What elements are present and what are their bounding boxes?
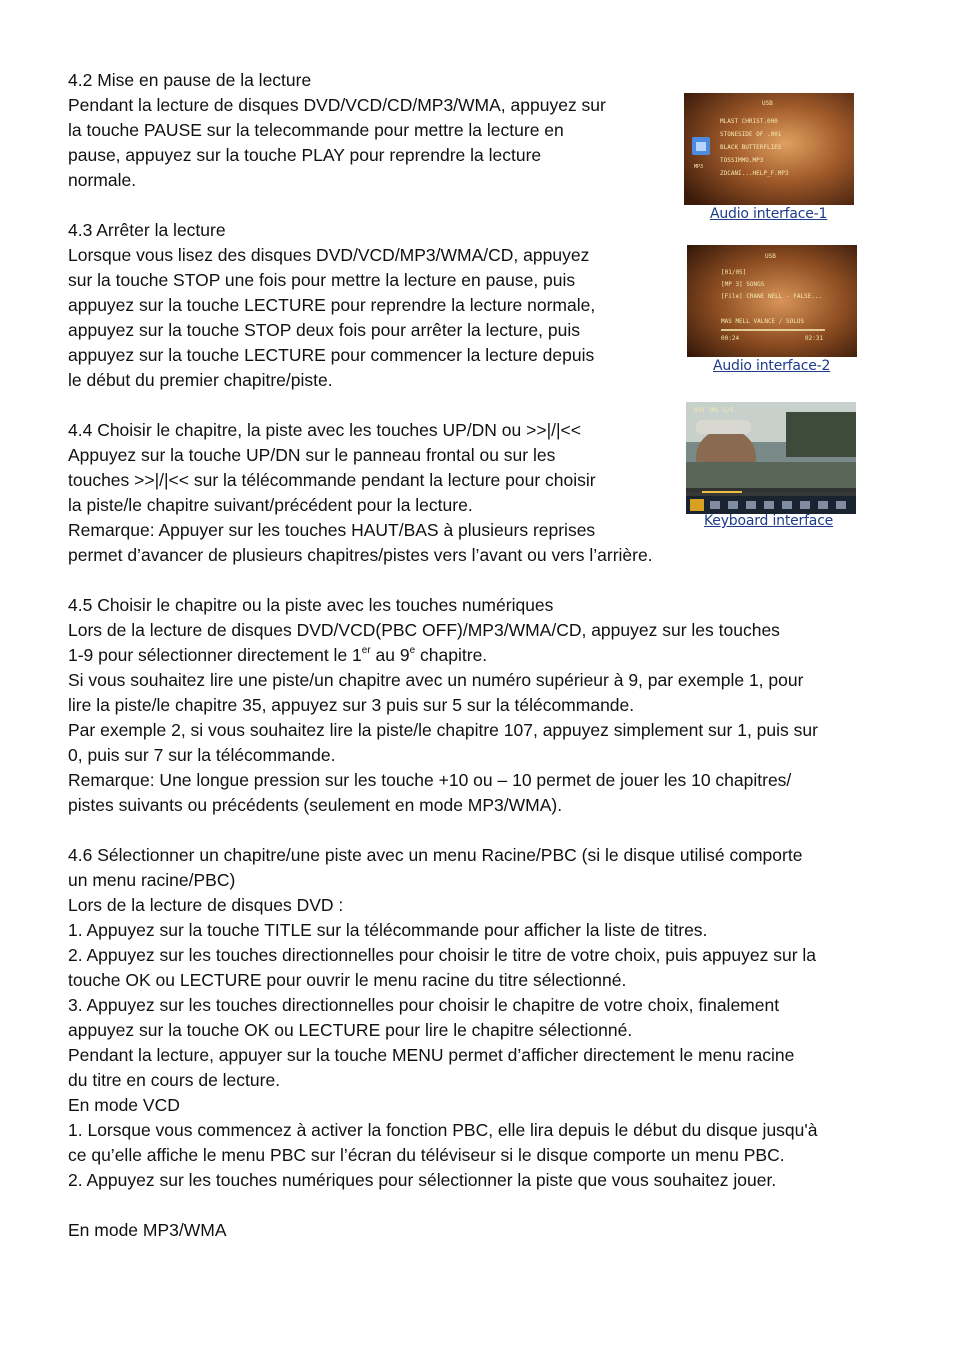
text-run: chapitre. <box>415 645 488 665</box>
screen-background <box>687 245 857 357</box>
section-4-6-text: 2. Appuyez sur les touches directionnelles pour choisir le titre de votre choix, puis appuyez sur la <box>68 945 817 965</box>
section-4-5-heading: 4.5 Choisir le chapitre ou la piste avec les touches numériques <box>68 595 554 615</box>
video-foliage <box>786 412 856 457</box>
file-item: MLAST CHRIST.000 <box>720 118 778 125</box>
section-4-3-text: le début du premier chapitre/piste. <box>68 370 333 390</box>
track-type: [MP 3] SONGS <box>721 281 765 288</box>
section-4-3-text: appuyez sur la touche LECTURE pour commencer la lecture depuis <box>68 345 595 365</box>
section-4-6-text: Pendant la lecture, appuyer sur la touche MENU permet d’afficher directement le menu racine <box>68 1045 795 1065</box>
file-item: ZOCANI...HELP_F.MP3 <box>720 170 789 177</box>
previous-icon <box>746 501 756 509</box>
section-4-3-text: sur la touche STOP une fois pour mettre la lecture en pause, puis <box>68 270 576 290</box>
section-4-3-heading: 4.3 Arrêter la lecture <box>68 220 226 240</box>
section-4-6-text: touche OK ou LECTURE pour ouvrir le menu racine du titre sélectionné. <box>68 970 627 990</box>
track-meta: MAS MELL VALNCE / SOLOS <box>721 318 805 325</box>
audio-icon <box>818 501 828 509</box>
section-4-3-text: appuyez sur la touche STOP deux fois pour arrêter la lecture, puis <box>68 320 580 340</box>
section-4-2-text: Pendant la lecture de disques DVD/VCD/CD/MP3/WMA, appuyez sur <box>68 95 606 115</box>
section-4-5-text: Par exemple 2, si vous souhaitez lire la piste/le chapitre 107, appuyez simplement sur 1, puis sur <box>68 720 818 740</box>
time-total: 02:31 <box>805 335 824 342</box>
section-4-4-text: Remarque: Appuyer sur les touches HAUT/BAS à plusieurs reprises <box>68 520 596 540</box>
timeline-progress <box>702 491 742 493</box>
superscript: e <box>409 645 416 656</box>
stop-icon <box>728 501 738 509</box>
section-4-4-text: Appuyez sur la touche UP/DN sur le panneau frontal ou sur les <box>68 445 556 465</box>
track-file: [File] CRANE NELL - FALSE... <box>721 293 823 300</box>
section-4-6-text: Lors de la lecture de disques DVD : <box>68 895 344 915</box>
section-4-6-text: 2. Appuyez sur les touches numériques pour sélectionner la piste que vous souhaitez jouer. <box>68 1170 777 1190</box>
section-4-5-text: lire la piste/le chapitre 35, appuyez sur 3 puis sur 5 sur la télécommande. <box>68 695 635 715</box>
keyboard-interface-screenshot <box>686 402 856 514</box>
section-4-6-heading: 4.6 Sélectionner un chapitre/une piste avec un menu Racine/PBC (si le disque utilisé comporte <box>68 845 803 865</box>
section-4-2-text: normale. <box>68 170 137 190</box>
mp3-label: MP3 <box>694 164 704 170</box>
audio-interface-2-caption: Audio interface-2 <box>713 358 831 374</box>
section-4-6-text: 3. Appuyez sur les touches directionnelles pour choisir le chapitre de votre choix, finalement <box>68 995 780 1015</box>
section-4-6-subheading: En mode VCD <box>68 1095 180 1115</box>
section-4-6-text: 1. Lorsque vous commencez à activer la fonction PBC, elle lira depuis le début du disque jusqu'à <box>68 1120 818 1140</box>
audio-interface-2-screenshot <box>687 245 857 357</box>
audio-interface-2-image <box>687 245 857 357</box>
section-4-4-text: permet d’avancer de plusieurs chapitres/pistes vers l’avant ou vers l’arrière. <box>68 545 653 565</box>
section-4-3-text: appuyez sur la touche LECTURE pour reprendre la lecture normale, <box>68 295 596 315</box>
pause-icon <box>710 501 720 509</box>
next-icon <box>764 501 774 509</box>
file-item: TOSSIMMO.MP3 <box>720 157 764 164</box>
section-4-5-text: 0, puis sur 7 sur la télécommande. <box>68 745 336 765</box>
section-4-6-text: ce qu’elle affiche le menu PBC sur l’écran du téléviseur si le disque comporte un menu PBC. <box>68 1145 785 1165</box>
keyboard-interface-image <box>686 402 856 514</box>
repeat-icon <box>800 501 810 509</box>
audio-interface-1-screenshot <box>684 93 854 205</box>
file-item: BLACK BUTTERFLIES <box>720 144 782 151</box>
section-4-2-heading: 4.2 Mise en pause de la lecture <box>68 70 312 90</box>
section-4-5-text: Si vous souhaitez lire une piste/un chapitre avec un numéro supérieur à 9, par exemple 1, pour <box>68 670 804 690</box>
progress-bar <box>721 329 825 331</box>
section-4-4-text: la piste/le chapitre suivant/précédent pour la lecture. <box>68 495 473 515</box>
screen-header: USB <box>765 253 776 260</box>
text-run: 1-9 pour sélectionner directement le 1 <box>68 645 362 665</box>
audio-interface-1-image <box>684 93 854 205</box>
folder-icon-inner <box>696 142 706 151</box>
section-4-2-text: la touche PAUSE sur la telecommande pour mettre la lecture en <box>68 120 564 140</box>
section-4-6-text: du titre en cours de lecture. <box>68 1070 281 1090</box>
section-4-5-text-ordinals <box>68 643 487 668</box>
section-4-6-text: appuyez sur la touche OK ou LECTURE pour lire le chapitre sélectionné. <box>68 1020 633 1040</box>
video-ground <box>686 462 856 492</box>
section-4-6-text: 1. Appuyez sur la touche TITLE sur la télécommande pour afficher la liste de titres. <box>68 920 708 940</box>
section-4-4-text: touches >>|/|<< sur la télécommande pendant la lecture pour choisir <box>68 470 596 490</box>
superscript: er <box>361 645 371 656</box>
section-4-3-text: Lorsque vous lisez des disques DVD/VCD/MP3/WMA/CD, appuyez <box>68 245 590 265</box>
track-index: [01/05] <box>721 269 747 276</box>
keyboard-interface-caption: Keyboard interface <box>704 513 834 529</box>
section-4-4-heading: 4.4 Choisir le chapitre, la piste avec les touches UP/DN ou >>|/|<< <box>68 420 581 440</box>
text-run: au 9 <box>370 645 410 665</box>
file-item: STONESIDE OF .001 <box>720 131 782 138</box>
audio-interface-1-caption: Audio interface-1 <box>710 206 828 222</box>
subtitle-icon <box>782 501 792 509</box>
section-4-5-text: Lors de la lecture de disques DVD/VCD(PBC OFF)/MP3/WMA/CD, appuyez sur les touches <box>68 620 780 640</box>
play-button-icon <box>690 499 704 511</box>
volume-icon <box>836 501 846 509</box>
section-4-6-heading: un menu racine/PBC) <box>68 870 236 890</box>
video-subject-hat <box>696 420 751 434</box>
section-4-6-subheading: En mode MP3/WMA <box>68 1220 227 1240</box>
screen-header: USB <box>762 100 773 107</box>
section-4-5-text: Remarque: Une longue pression sur les touche +10 ou – 10 permet de jouer les 10 chapitres/ <box>68 770 792 790</box>
section-4-2-text: pause, appuyez sur la touche PLAY pour reprendre la lecture <box>68 145 542 165</box>
video-info-label: AVI 1RL 1/5 <box>694 407 734 414</box>
section-4-5-text: pistes suivants ou précédents (seulement en mode MP3/WMA). <box>68 795 563 815</box>
time-elapsed: 00:24 <box>721 335 740 342</box>
